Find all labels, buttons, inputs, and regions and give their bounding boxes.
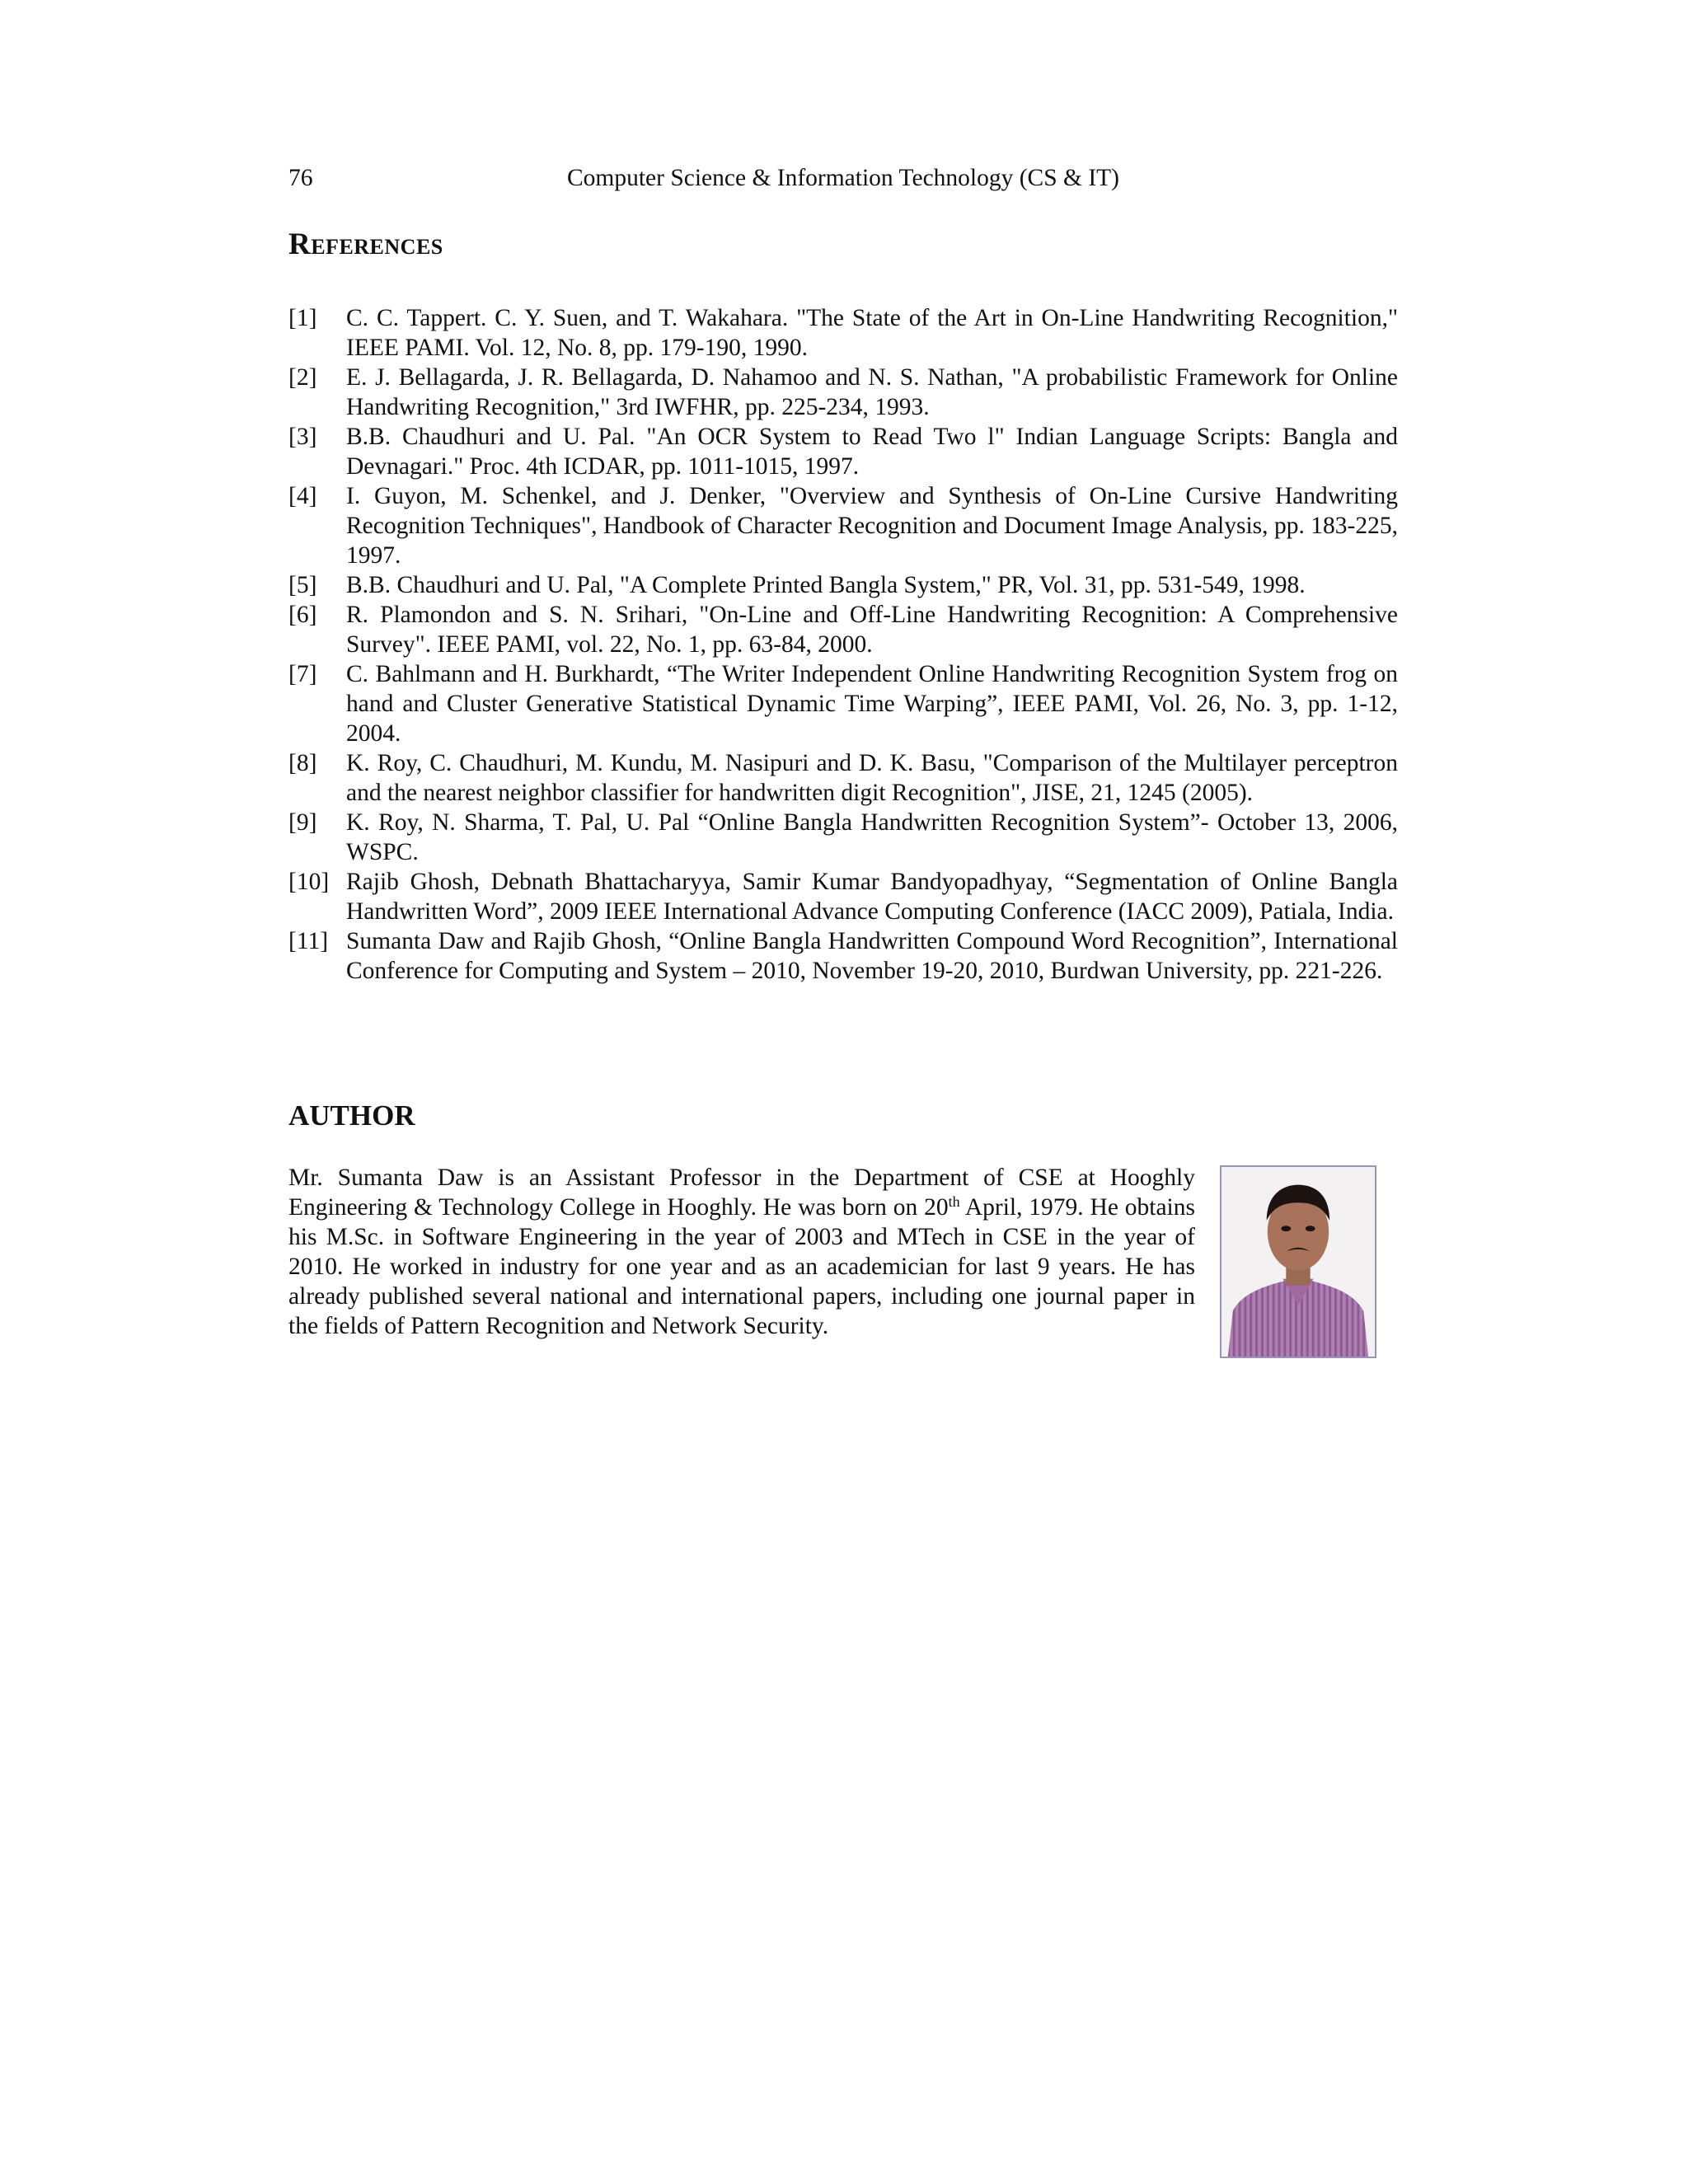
reference-item <box>288 570 1398 600</box>
author-heading: AUTHOR <box>288 1099 415 1132</box>
reference-item <box>288 303 1398 363</box>
reference-number: [11] <box>288 928 329 954</box>
reference-number: [5] <box>288 572 317 598</box>
author-bio-text: Mr. Sumanta Daw is an Assistant Professor in the Department of CSE at Hooghly Engineering & Technology College in Hooghly. He was born on 20 <box>288 1165 1195 1221</box>
reference-text: C. C. Tappert. C. Y. Suen, and T. Wakahara. "The State of the Art in On-Line Handwriting Recognition," IEEE PAMI. Vol. 12, No. 8, pp. 179-190, 1990. <box>346 305 1398 361</box>
reference-number: [4] <box>288 483 317 509</box>
author-bio <box>288 1163 1195 1341</box>
author-portrait-image <box>1221 1167 1375 1357</box>
running-head <box>288 162 1398 194</box>
reference-number: [2] <box>288 364 317 391</box>
author-bio-text-continued: April, 1979. He obtains his M.Sc. in Software Engineering in the year of 2003 and MTech in CSE in the year of 2010. He worked in industry for one year and as an academician for last 9 years. He has already published several national and international papers, including one journal paper in the fields of Pattern Recognition and Network Security. <box>288 1194 1195 1339</box>
reference-text: Rajib Ghosh, Debnath Bhattacharyya, Samir Kumar Bandyopadhyay, “Segmentation of Online Bangla Handwritten Word”, 2009 IEEE International Advance Computing Conference (IACC 2009), Patiala, India. <box>346 869 1398 925</box>
reference-text: K. Roy, C. Chaudhuri, M. Kundu, M. Nasipuri and D. K. Basu, "Comparison of the Multilayer perceptron and the nearest neighbor classifier for handwritten digit Recognition", JISE, 21, 1245 (2005). <box>346 750 1398 806</box>
reference-item <box>288 808 1398 867</box>
reference-text: B.B. Chaudhuri and U. Pal, "A Complete Printed Bangla System," PR, Vol. 31, pp. 531-549, 1998. <box>346 572 1306 598</box>
reference-text: C. Bahlmann and H. Burkhardt, “The Writer Independent Online Handwriting Recognition System frog on hand and Cluster Generative Statistical Dynamic Time Warping”, IEEE PAMI, Vol. 26, No. 3, pp. 1-12, 2004. <box>346 661 1398 747</box>
reference-item <box>288 748 1398 808</box>
reference-text: I. Guyon, M. Schenkel, and J. Denker, "Overview and Synthesis of On-Line Cursive Handwriting Recognition Techniques", Handbook of Character Recognition and Document Image Analysis, pp. 183-225, 1997. <box>346 483 1398 569</box>
reference-item <box>288 481 1398 570</box>
reference-text: K. Roy, N. Sharma, T. Pal, U. Pal “Online Bangla Handwritten Recognition System”- October 13, 2006, WSPC. <box>346 809 1398 865</box>
reference-number: [6] <box>288 602 317 628</box>
reference-number: [9] <box>288 809 317 836</box>
reference-text: R. Plamondon and S. N. Srihari, "On-Line and Off-Line Handwriting Recognition: A Comprehensive Survey". IEEE PAMI, vol. 22, No. 1, pp. 63-84, 2000. <box>346 602 1398 658</box>
author-bio-superscript: th <box>948 1193 960 1210</box>
reference-item <box>288 600 1398 659</box>
reference-text: Sumanta Daw and Rajib Ghosh, “Online Bangla Handwritten Compound Word Recognition”, International Conference for Computing and System – 2010, November 19-20, 2010, Burdwan University, pp. 221-226. <box>346 928 1398 984</box>
reference-number: [10] <box>288 869 330 895</box>
page-number: 76 <box>288 165 313 191</box>
reference-text: E. J. Bellagarda, J. R. Bellagarda, D. Nahamoo and N. S. Nathan, "A probabilistic Framework for Online Handwriting Recognition," 3rd IWFHR, pp. 225-234, 1993. <box>346 364 1398 420</box>
reference-text: B.B. Chaudhuri and U. Pal. "An OCR System to Read Two l" Indian Language Scripts: Bangla and Devnagari." Proc. 4th ICDAR, pp. 1011-1015, 1997. <box>346 424 1398 480</box>
references-heading: References <box>288 227 443 261</box>
reference-number: [8] <box>288 750 317 776</box>
reference-number: [3] <box>288 424 317 450</box>
reference-item <box>288 422 1398 481</box>
reference-list <box>288 303 1398 986</box>
reference-number: [7] <box>288 661 317 687</box>
journal-title: Computer Science & Information Technology (CS & IT) <box>566 165 1120 191</box>
reference-item <box>288 659 1398 748</box>
reference-item <box>288 926 1398 986</box>
reference-item <box>288 363 1398 422</box>
author-photo <box>1220 1165 1376 1358</box>
reference-item <box>288 867 1398 926</box>
reference-number: [1] <box>288 305 317 331</box>
